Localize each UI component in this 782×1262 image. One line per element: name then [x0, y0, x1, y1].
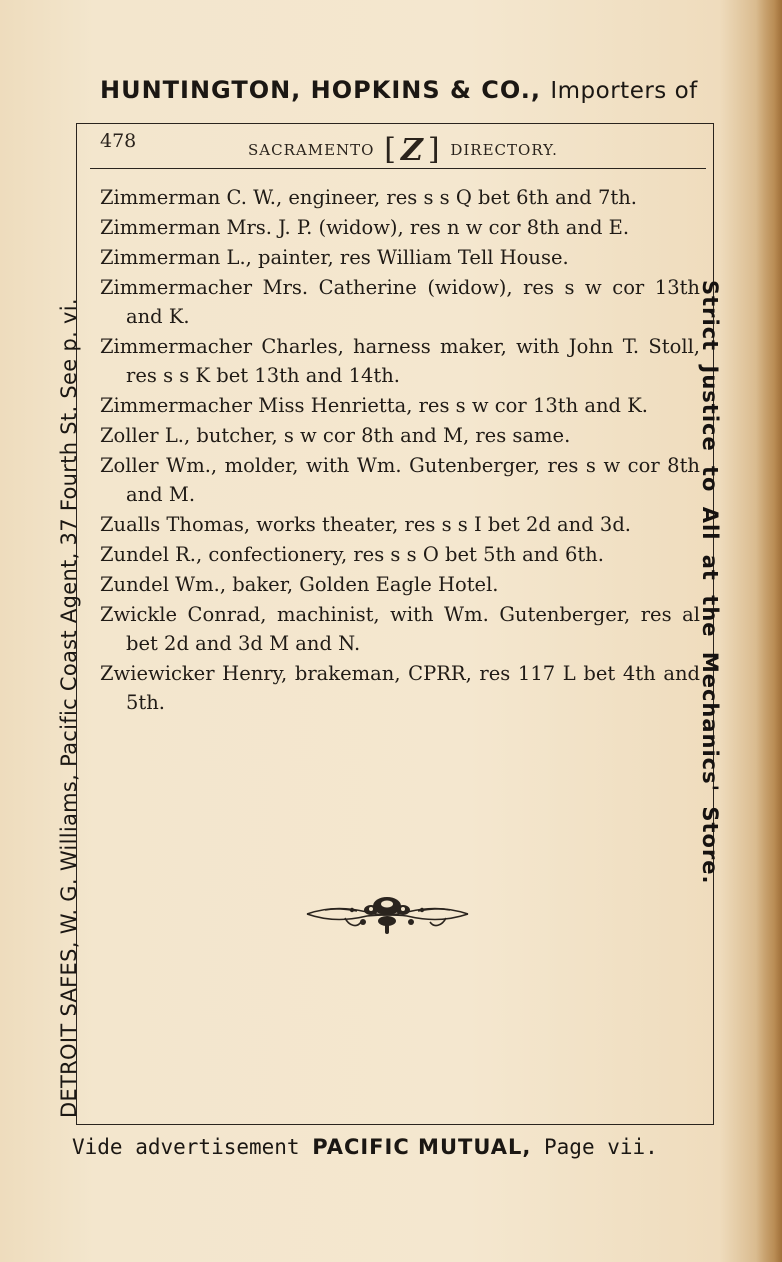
running-head — [248, 128, 568, 168]
directory-entry: Zundel R., confectionery, res s s O bet 5th and 6th. — [100, 543, 604, 566]
bracket-close: ] — [427, 132, 441, 167]
top-advertisement — [100, 76, 720, 104]
directory-entry: Zoller L., butcher, s w cor 8th and M, res same. — [100, 424, 571, 447]
left-margin-advertisement: DETROIT SAFES, W. G. Williams, Pacific Coast Agent, 37 Fourth St. See p. vi. — [57, 298, 81, 1118]
top-ad-name: HUNTINGTON, HOPKINS & CO., — [100, 76, 541, 104]
directory-entry: Zwickle Conrad, machinist, with Wm. Gutenberger, res al bet 2d and 3d M and N. — [100, 603, 700, 655]
printers-ornament-icon — [305, 888, 470, 940]
directory-entry: Zimmermacher Mrs. Catherine (widow), res s w cor 13th and K. — [100, 276, 700, 328]
directory-entry: Zundel Wm., baker, Golden Eagle Hotel. — [100, 573, 499, 596]
directory-entries — [100, 183, 700, 718]
bottom-ad-pre: Vide advertisement — [72, 1135, 300, 1159]
directory-entry: Zwiewicker Henry, brakeman, CPRR, res 117 L bet 4th and 5th. — [100, 662, 700, 714]
top-ad-suffix: Importers of — [550, 78, 698, 104]
bottom-ad-company: PACIFIC MUTUAL, — [312, 1135, 532, 1159]
header-rule — [90, 168, 706, 169]
directory-entry: Zoller Wm., molder, with Wm. Gutenberger, res s w cor 8th and M. — [100, 454, 700, 506]
bottom-advertisement — [72, 1135, 712, 1159]
directory-entry: Zimmermacher Charles, harness maker, with John T. Stoll, res s s K bet 13th and 14th. — [100, 335, 700, 387]
bracket-open: [ — [384, 132, 397, 167]
directory-entry: Zimmerman C. W., engineer, res s s Q bet 6th and 7th. — [100, 186, 637, 209]
bottom-ad-post: Page vii. — [544, 1135, 658, 1159]
directory-entry: Zimmerman Mrs. J. P. (widow), res n w cor 8th and E. — [100, 216, 630, 239]
section-letter: Z — [400, 133, 424, 168]
running-head-section: DIRECTORY. — [450, 141, 558, 159]
directory-entry: Zualls Thomas, works theater, res s s I bet 2d and 3d. — [100, 513, 632, 536]
directory-entry: Zimmermacher Miss Henrietta, res s w cor 13th and K. — [100, 394, 648, 417]
running-head-city: SACRAMENTO — [248, 141, 375, 159]
page-number: 478 — [100, 130, 137, 152]
right-margin-advertisement: Strict Justice to All at the Mechanics' Store. — [698, 280, 722, 885]
directory-entry: Zimmerman L., painter, res William Tell House. — [100, 246, 569, 269]
